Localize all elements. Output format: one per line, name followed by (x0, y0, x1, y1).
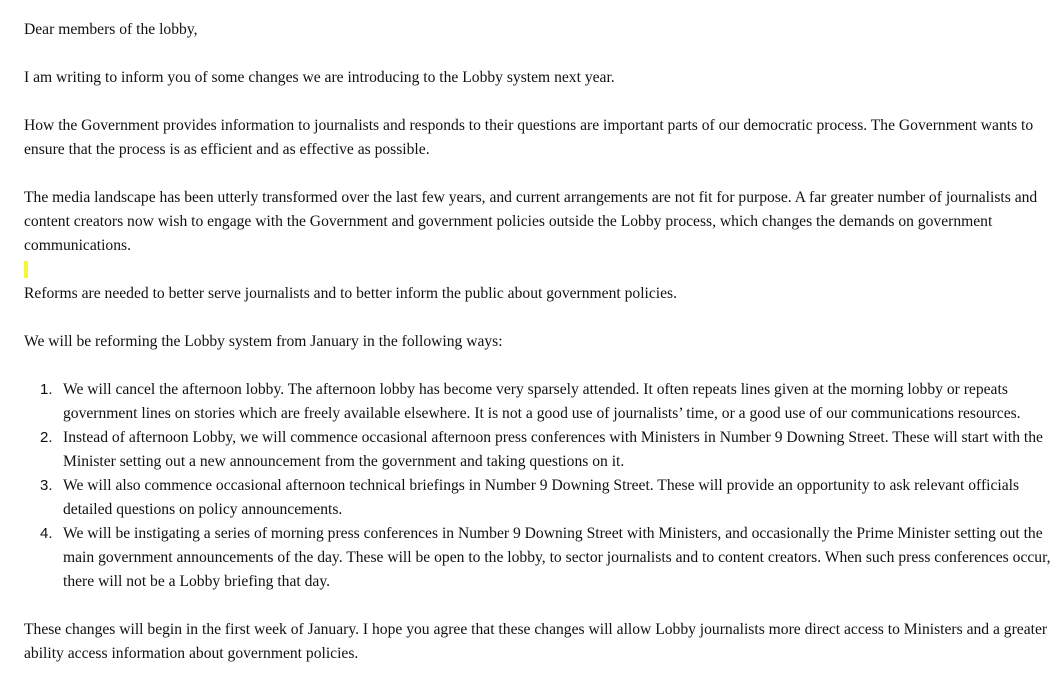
highlight-marker (24, 261, 28, 278)
list-item-number: 2. (40, 429, 53, 446)
list-item (24, 426, 1054, 474)
media-landscape-paragraph: The media landscape has been utterly transformed over the last few years, and current arrangements are not fit for purpose. A far greater number of journalists and content creators now wish to engage with the Government and government policies outside the Lobby process, which changes the demands on government communications. (24, 189, 1038, 254)
list-item-number: 3. (40, 477, 53, 494)
list-item (24, 378, 1054, 426)
list-item-text: We will cancel the afternoon lobby. The afternoon lobby has become very sparsely attended. It often repeats lines given at the morning lobby or repeats government lines on stories which are freely available elsewhere. It is not a good use of journalists’ time, or a good use of our communications resources. (63, 381, 1021, 422)
letter-document (24, 18, 1054, 666)
closing-paragraph: These changes will begin in the first week of January. I hope you agree that these changes will allow Lobby journalists more direct access to Ministers and a greater ability access information about government policies. (24, 621, 1048, 662)
list-item (24, 522, 1054, 594)
list-item-text: We will be instigating a series of morning press conferences in Number 9 Downing Street with Ministers, and occasionally the Prime Minister setting out the main government announcements of the day. These will be open to the lobby, to sector journalists and to content creators. When such press conferences occur, there will not be a Lobby briefing that day. (63, 525, 1051, 590)
list-item-text: Instead of afternoon Lobby, we will commence occasional afternoon press conferences with Ministers in Number 9 Downing Street. These will start with the Minister setting out a new announcement from the government and taking questions on it. (63, 429, 1043, 470)
list-item-number: 1. (40, 381, 53, 398)
reform-list (24, 378, 1054, 594)
list-intro-paragraph: We will be reforming the Lobby system from January in the following ways: (24, 333, 503, 350)
list-item (24, 474, 1054, 522)
government-paragraph: How the Government provides information to journalists and responds to their questions are important parts of our democratic process. The Government wants to ensure that the process is as efficient and as effective as possible. (24, 117, 1034, 158)
list-item-text: We will also commence occasional afternoon technical briefings in Number 9 Downing Street. These will provide an opportunity to ask relevant officials detailed questions on policy announcements. (63, 477, 1020, 518)
reforms-paragraph: Reforms are needed to better serve journalists and to better inform the public about government policies. (24, 285, 678, 302)
salutation: Dear members of the lobby, (24, 21, 198, 38)
empty-line (24, 258, 1054, 282)
list-item-number: 4. (40, 525, 53, 542)
intro-paragraph: I am writing to inform you of some changes we are introducing to the Lobby system next year. (24, 69, 615, 86)
